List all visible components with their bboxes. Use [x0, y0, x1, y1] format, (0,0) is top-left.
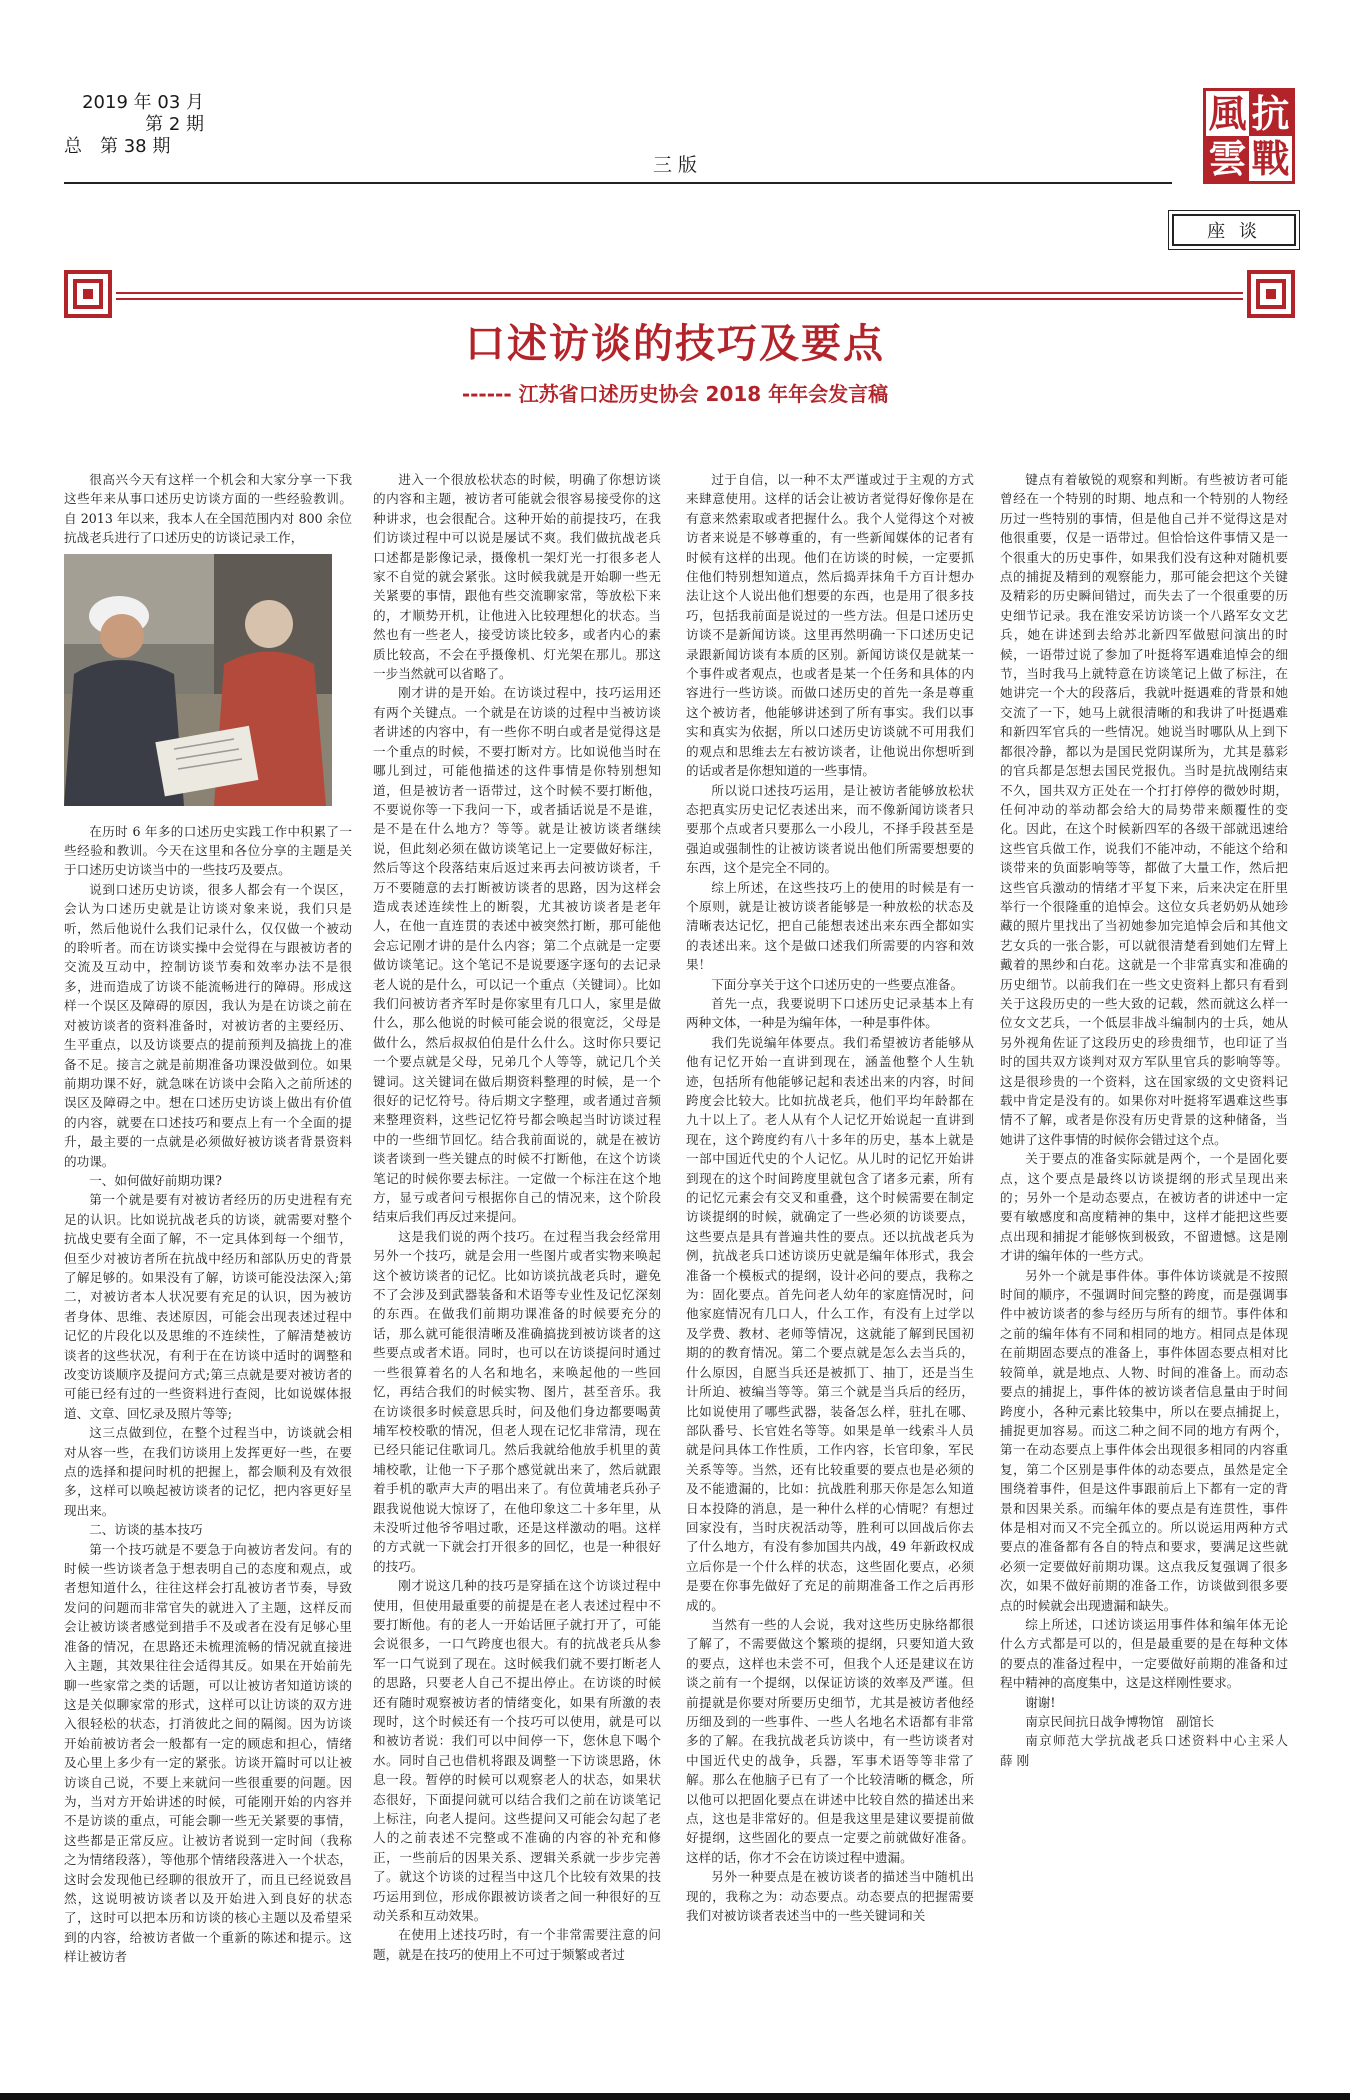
author-affiliation-1: 南京民间抗日战争博物馆 副馆长 [1025, 1714, 1215, 1729]
logo-char-2: 抗 [1249, 91, 1292, 136]
issue-total: 总 第 38 期 [64, 136, 171, 157]
paragraph: 键点有着敏锐的观察和判断。有些被访者可能曾经在一个特别的时期、地点和一个特别的人物经历过一些特别的事情，但是他自己并不觉得这是对他很重要，仅是一语带过。但恰恰这件事情又是一个很重大的历史事件，如果我们没有这种对随机要点的捕捉及精到的观察能力，那可能会把这个关键及精彩的历史瞬间错过，而失去了一个很重要的历史细节记录。我在淮安采访访谈一个八路军女文艺兵，她在讲述到去给苏北新四军做慰问演出的时候，一语带过说了参加了叶挺将军遇难追悼会的细节，当时我马上就特意在访谈笔记上做了标注，在她讲完一个大的段落后，我就叶挺遇难的背景和她交流了一下，她马上就很清晰的和我讲了叶挺遇难和新四军官兵的一些情况。她说当时哪队从上到下都很冷静，都以为是国民党阴谋所为，尤其是慕彩的官兵都是怎想去国民党报仇。当时是抗战刚结束不久，国共双方正处在一个打打停停的微妙时期，任何冲动的举动都会给大的局势带来颇覆性的变化。因此，在这个时候新四军的各级干部就迅速给这些官兵做工作，说我们不能冲动，不能这个给和谈带来的负面影响等等，都做了大量工作，然后把这些官兵激动的情绪才平复下来，后来决定在肝里举行一个很隆重的追悼会。这位女兵老奶奶从她珍藏的照片里找出了当初她参加完追悼会后和其他文艺女兵的一张合影，可以就很清楚看到她们左臂上戴着的黑纱和白花。这就是一个非常真实和准确的历史细节。以前我们在一些文史资料上都只有看到关于这段历史的一些大致的记载，然而就这么样一位女文艺兵，一个低层非战斗编制内的士兵，她从另外视角佐证了这段历史的珍贵细节，也印证了当时的国共双方谈判对双方军队里官兵的影响等等。这是很珍贵的一个资料，这在国家级的文史资料记载中肯定是没有的。如果你对叶挺将军遇难这些事情不了解，或者是你没有历史背景的这种储备，当她讲了这件事情的时候你会错过这个点。 [1000, 472, 1288, 1147]
paragraph: 另外一种要点是在被访谈者的描述当中随机出现的，我称之为：动态要点。动态要点的把握需要我们对被访谈者表述当中的一些关键词和关 [686, 1869, 974, 1924]
article-subtitle: ------ 江苏省口述历史协会 2018 年年会发言稿 [461, 382, 889, 406]
paragraph: 刚才讲的是开始。在访谈过程中，技巧运用还有两个关键点。一个就是在访谈的过程中当被访谈者讲述的内容中，有一些你不明白或者是觉得这是一个重点的时候，不要打断对方。比如说他当时在哪儿到过，可能他描述的这件事情是你特别想知道，但是被访者一语带过，这个时候不要打断他，不要说你等一下我问一下，或者插话说是不是谁，是不是在什么地方？等等。就是让被访谈者继续说，但此刻必须在做访谈笔记上一定要做好标注，然后等这个段落结束后返过来再去问被访谈者，千万不要随意的去打断被访谈者的思路，因为这样会造成表述连续性上的断裂，尤其被访谈者是老年人，在他一直连贯的表述中被突然打断，那可能他会忘记刚才讲的是什么内容；第二个点就是一定要做访谈笔记。这个笔记不是说要逐字逐句的去记录老人说的是什么，可以记一个重点（关键词）。比如我们问被访者齐军时是你家里有几口人，家里是做什么，那么他说的时候可能会说的很宽泛，父母是做什么，然后叔叔伯伯是什么什么。这时你只要记一个要点就是父母，兄弟几个人等等，就记几个关键词。这关键词在做后期资料整理的时候，是一个很好的记忆符号。待后期文字整理，或者通过音频来整理资料，这些记忆符号都会唤起当时访谈过程中的一些细节回忆。结合我前面说的，就是在被访谈者谈到一些关键点的时候不打断他，在这个访谈笔记的时候你要去标注。一定做一个标注在这个地方，显亏或者问亏根据你自己的情况来，这个阶段结束后我们再反过来提问。 [373, 685, 661, 1225]
paragraph: 我们先说编年体要点。我们希望被访者能够从他有记忆开始一直讲到现在，涵盖他整个人生轨迹，包括所有他能够记起和表述出来的内容，时间跨度会比较大。比如抗战老兵，他们平均年龄都在九十以上了。老人从有个人记忆开始说起一直讲到现在，这个跨度约有八十多年的历史，基本上就是一部中国近代史的个人记忆。从儿时的记忆开始讲到现在的这个时间跨度里就包含了诸多元素，所有的记忆元素会有交叉和重叠，这个时候需要在制定访谈提纲的时候，就确定了一些必须的访谈要点，这些要点是具有普遍共性的要点。还以抗战老兵为例，抗战老兵口述访谈历史就是编年体形式，我会准备一个模板式的提纲，设计必问的要点，我称之为：固化要点。首先问老人幼年的家庭情况时，问他家庭情况有几口人，什么工作，有没有上过学以及学费、教材、老师等情况，这就能了解到民国初期的的教育情况。第二个要点就是怎么去当兵的，什么原因，自愿当兵还是被抓丁、抽丁，还是当生计所迫、被编当等等。第三个就是当兵后的经历，比如说使用了哪些武器，装备怎么样，驻扎在哪、部队番号、长官姓名等等。如果是单一线索斗人员就是问具体工作性质，工作内容，长官印象，军民关系等等。当然，还有比较重要的要点也是必须的及不能遗漏的，比如：抗战胜利那天你是怎么知道日本投降的消息，是一种什么样的心情呢？有想过回家没有，当时庆祝活动等，胜利可以回战后你去了什么地方，有没有参加国共内战，49 年新政权成立后你是一个什么样的状态，这些固化要点，必须是要在你事先做好了充足的前期准备工作之后再形成的。 [686, 1034, 974, 1613]
paragraph: 当然有一些的人会说，我对这些历史脉络都很了解了，不需要做这个繁琐的提纲，只要知道大致的要点，这样也未尝不可，但我个人还是建议在访谈之前有一个提纲，以保证访谈的效率及严谨。但前提就是你要对所要历史细节，尤其是被访者他经历细及到的一些事件、一些人名地名术语都有非常多的了解。在我抗战老兵访谈中，有一些访谈者对中国近代史的战争，兵器，军事术语等等非常了解。那么在他脑子已有了一个比较清晰的概念，所以他可以把固化要点在讲述中比较自然的描述出来点，这也是非常好的。但是我这里是建议要提前做好提纲，这些固化的要点一定要之前就做好准备。这样的话，你才不会在访谈过程中遗漏。 [686, 1616, 974, 1865]
paragraph: 第一个技巧就是不要急于向被访者发问。有的时候一些访谈者急于想表明自己的态度和观点，或者想知道什么，往往这样会打乱被访者节奏，导致发问的问题而非常官失的就进入了主题，这样反而会让被访谈者感觉到措手不及或者在没有足够心里准备的情况，在思路还未梳理流畅的情况就直接进入主题，其效果往往会适得其反。如果在开始前先聊一些家常之类的话题，可以让被访者知道访谈的这是关似聊家常的形式，这样可以让访谈的双方进入很轻松的状态，打消彼此之间的隔阂。因为访谈开始前被访者会一般都有一定的顾虑和担心，情绪及心里上多少有一定的紧张。访谈开篇时可以让被访谈自己说，不要上来就问一些很重要的问题。因为，当对方开始讲述的时候，可能刚开始的内容并不是访谈的重点，可能会聊一些无关紧要的事情，这些都是正常反应。让被访者说到一定时间（我称之为情绪段落），等他那个情绪段落进入一个状态，这时会发现他已经聊的很放开了，而且已经说致昌然，这说明被访谈者以及开始进入到良好的状态了，这时可以把本历和访谈的核心主题以及希望采到的内容，给被访者做一个重新的陈述和提示。这样让被访者 [64, 1541, 352, 1965]
section-heading: 一、如何做好前期功课? [89, 1172, 222, 1188]
logo-char-1: 風 [1208, 90, 1247, 136]
logo-char-4: 戰 [1251, 135, 1290, 181]
interview-photo-image-icon [64, 554, 332, 806]
right-knot-ornament-icon [1247, 270, 1295, 318]
paragraph: 在历时 6 年多的口述历史实践工作中积累了一些经验和教训。今天在这里和各位分享的主题是关于口述历史访谈当中的一些技巧及要点。 [64, 823, 352, 878]
paragraph: 综上所述，口述访谈运用事件体和编年体无论什么方式都是可以的，但是最重要的是在每种文体的要点的准备过程中，一定要做好前期的准备和过程中精神的高度集中，这是这样刚性要求。 [1000, 1616, 1288, 1691]
article-column-2 [373, 470, 661, 2075]
section-heading: 二、访谈的基本技巧 [89, 1522, 203, 1538]
paragraph: 关于要点的准备实际就是两个，一个是固化要点，这个要点是最终以访谈提纲的形式呈现出来的；另外一个是动态要点，在被访者的讲述中一定要有敏感度和高度精神的集中，这样才能把这些要点出现和捕捉才能够恢到极致，不留遗憾。这是刚才讲的编年体的一些方式。 [1000, 1151, 1288, 1264]
article-column-3 [686, 470, 974, 2075]
paragraph: 刚才说这几种的技巧是穿插在这个访谈过程中使用，但使用最重要的前提是在老人表述过程中不要打断他。有的老人一开始话匣子就打开了，可能会说很多，一口气跨度也很大。有的抗战老兵从参军一口气说到了现在。这时候我们就不要打断老人的思路，只要老人自己不提出停止。在访谈的时候还有随时观察被访者的情绪变化，如果有所激的表现时，这个时候还有一个技巧可以使用，就是可以和被访者说：我们可以中间停一下，您休息下喝个水。同时自己也借机将跟及调整一下访谈思路，休息一段。暂停的时候可以观察老人的状态，如果状态很好，下面提问就可以结合我们之前在访谈笔记上标注，向老人提问。这些提问又可能会勾起了老人的之前表述不完整或不准确的内容的补充和修正，一些前后的因果关系、逻辑关系就一步步完善了。就这个访谈的过程当中这几个比较有效果的技巧运用到位，形成你跟被访谈者之间一种很好的互动关系和互动效果。 [373, 1578, 661, 1924]
ornament-line-bottom [116, 298, 1243, 300]
paragraph: 很高兴今天有这样一个机会和大家分享一下我这些年来从事口述历史访谈方面的一些经验教训。自 2013 年以来，我本人在全国范围内对 800 余位抗战老兵进行了口述历史的访谈记录工作， [64, 472, 352, 546]
paragraph: 下面分享关于这个口述历史的一些要点准备。 [711, 976, 964, 992]
newspaper-logo [1203, 88, 1295, 184]
header-divider [64, 182, 1172, 184]
issue-date: 2019 年 03 月 [82, 92, 204, 113]
footer-bar [0, 2093, 1350, 2100]
article-column-1 [64, 470, 352, 2075]
page-section: 三 版 [652, 154, 698, 176]
logo-char-3: 雲 [1206, 136, 1249, 181]
paragraph: 过于自信，以一种不太严谨或过于主观的方式来肆意使用。这样的话会让被访者觉得好像你是在有意来然索取或者把握什么。我个人觉得这个对被访者来说是不够尊重的，有一些新闻媒体的记者有时候有这样的出现。他们在访谈的时候，一定要抓住他们特别想知道点，然后捣弄抹角千方百计想办法让这个人说出他们想要的东西，也是用了很多技巧，包括我前面是说过的一些方法。但是口述历史访谈不是新闻访谈。这里再然明确一下口述历史记录跟新闻访谈有本质的区别。新闻访谈仅是就某一个事件或者观点，也或者是某一个任务和具体的内容进行一些访谈。而做口述历史的首先一条是尊重这个被访者，他能够讲述到了所有事实。我们以事实和真实为依据，所以口述历史访谈就不可用我们的观点和思维去左右被访谈者，让他说出你想听到的话或者是你想知道的一些事情。 [686, 472, 974, 779]
left-knot-ornament-icon [64, 270, 112, 318]
ornament-line-top [116, 292, 1243, 294]
article-column-4 [1000, 470, 1301, 2075]
paragraph: 进入一个很放松状态的时候，明确了你想访谈的内容和主题，被访者可能就会很容易接受你的这种讲求，也会很配合。这种开始的前提技巧，在我们访谈过程中可以说是屡试不爽。我们做抗战老兵口述都是影像记录，摄像机一架灯光一打很多老人家不自觉的就会紧张。这时候我就是开始聊一些无关紧要的事情，跟他有些交流聊家常，等放松下来的，才顺势开机，让他进入比较理想化的状态。当然也有一些老人，接受访谈比较多，或者内心的素质比较高，不会在乎摄像机、灯光架在那儿。那这一步当然就可以省略了。 [373, 472, 661, 682]
paragraph: 这是我们说的两个技巧。在过程当我会经常用另外一个技巧，就是会用一些图片或者实物来唤起这个被访谈者的记忆。比如访谈抗战老兵时，避免不了会涉及到武器装备和术语等专业性及记忆深刻的东西。在做我们前期功课准备的时候要充分的话，那么就可能很清晰及准确搞拢到被访谈者的这些要点或者术语。同时，也可以在访谈提问时通过一些很算着名的人名和地名，来唤起他的一些回忆，再结合我们的时候实物、图片，甚至音乐。我在访谈很多时候意思兵时，问及他们身边都要喝黄埔军校校歌的情况，但老人现在记忆非常清，现在已经只能记住歌词几。然后我就给他放手机里的黄埔校歌，让他一下子那个感觉就出来了，然后就跟着手机的歌声大声的唱出来了。有位黄埔老兵孙子跟我说他说大惊讶了，在他印象这二十多年里，从未没听过他爷爷唱过歌，还是这样激动的唱。这样的方式就一下就会打开很多的回忆，也是一种很好的技巧。 [373, 1228, 661, 1574]
paragraph: 所以说口述技巧运用，是让被访者能够放松状态把真实历史记忆表述出来，而不像新闻访谈者只要那个点或者只要那么一小段儿，不择手段甚至是强迫或强制性的让被访谈者说出他们所需要想要的东西，这个是完全不同的。 [686, 782, 974, 876]
paragraph: 综上所述，在这些技巧上的使用的时候是有一个原则，就是让被访谈者能够是一种放松的状态及清晰表达记忆，把自己能想表述出来东西全都如实的表述出来。这个是做口述我们所需要的内容和效果！ [686, 879, 974, 973]
article-title: 口述访谈的技巧及要点 [465, 321, 885, 367]
paragraph: 第一个就是要有对被访者经历的历史进程有充足的认识。比如说抗战老兵的访谈，就需要对整个抗战史要有全面了解，不一定具体到每一个细节，但至少对被访者所在抗战中经历和部队历史的背景了解足够的。如果没有了解，访谈可能没法深入;第二，对被访者本人状况要有充足的认识，因为被访者身体、思维、表述原因，可能会出现表述过程中记忆的片段化以及思维的不连续性，了解清楚被访谈者的这些状况，有利于在在访谈中适时的调整和改变访谈顺序及提问方式;第三点就是要对被访者的可能已经有过的一些资料进行查阅，比如说媒体报道、文章、回忆录及照片等等; [64, 1192, 352, 1421]
issue-number: 第 2 期 [145, 114, 204, 135]
paragraph: 这三点做到位，在整个过程当中，访谈就会相对从容一些，在我们访谈用上发挥更好一些，在要点的选择和提问时机的把握上，都会顺利及有效很多，这样可以唤起被访谈者的记忆，把内容更好呈现出来。 [64, 1425, 352, 1518]
paragraph: 另外一个就是事件体。事件体访谈就是不按照时间的顺序，不强调时间完整的跨度，而是强调事件中被访谈者的参与经历与所有的细节。事件体和之前的编年体有不同和相同的地方。相同点是体现在前期固态要点的准备上，事件体固态要点相对比较简单，就是地点、人物、时间的准备上。而动态要点的捕捉上，事件体的被访谈者信息量由于时间跨度小，各种元素比较集中，所以在要点捕捉上，捕捉更加容易。而这二种之间不同的地方有两个，第一在动态要点上事件体会出现很多相同的内容重复，第二个区别是事件体的动态要点，虽然是定全围绕着事件，但是这件事跟前后上下都有一定的背景和因果关系。而编年体的要点是有连贯性，事件体是相对而又不完全孤立的。所以说运用两种方式要点的准备都有各自的特点和要求，要满足这些就必须一定要做好前期功课。这点我反复强调了很多次，如果不做好前期的准备工作，访谈做到很多要点的时候就会出现遗漏和缺失。 [1000, 1267, 1288, 1613]
paragraph: 在使用上述技巧时，有一个非常需要注意的问题，就是在技巧的使用上不可过于频繁或者过 [373, 1927, 661, 1962]
paragraph: 首先一点，我要说明下口述历史记录基本上有两种文体，一种是为编年体，一种是事件体。 [686, 995, 974, 1031]
thanks-line: 谢谢! [1025, 1694, 1056, 1710]
author-affiliation-2: 南京师范大学抗战老兵口述资料中心主采人 薛 刚 [1000, 1733, 1301, 1768]
issue-info [64, 92, 204, 158]
paragraph: 说到口述历史访谈，很多人都会有一个误区，会认为口述历史就是让访谈对象来说，我们只是听，然后他说什么我们记录什么，仅仅做一个被动的聆听者。而在访谈实操中会觉得在与跟被访者的交流及互动中，控制访谈节奏和效率办法不是很多，进而造成了访谈不能流畅进行的障碍。形成这样一个误区及障碍的原因，我认为是在访谈之前在对被访谈者的资料准备时，对被访者的主要经历、生平重点，以及访谈要点的提前预判及搞拢上的准备不足。接言之就是前期准备功课没做到位。如果前期功课不好，就急咪在访谈中会陷入之前所述的误区及障碍之中。想在口述历史访谈上做出有价值的内容，就要在口述技巧和要点上有一个全面的提升，最主要的一点就是必须做好被访谈者背景资料的功课。 [64, 881, 352, 1169]
column-label: 座 谈 [1172, 214, 1296, 246]
interview-photo [64, 554, 332, 806]
